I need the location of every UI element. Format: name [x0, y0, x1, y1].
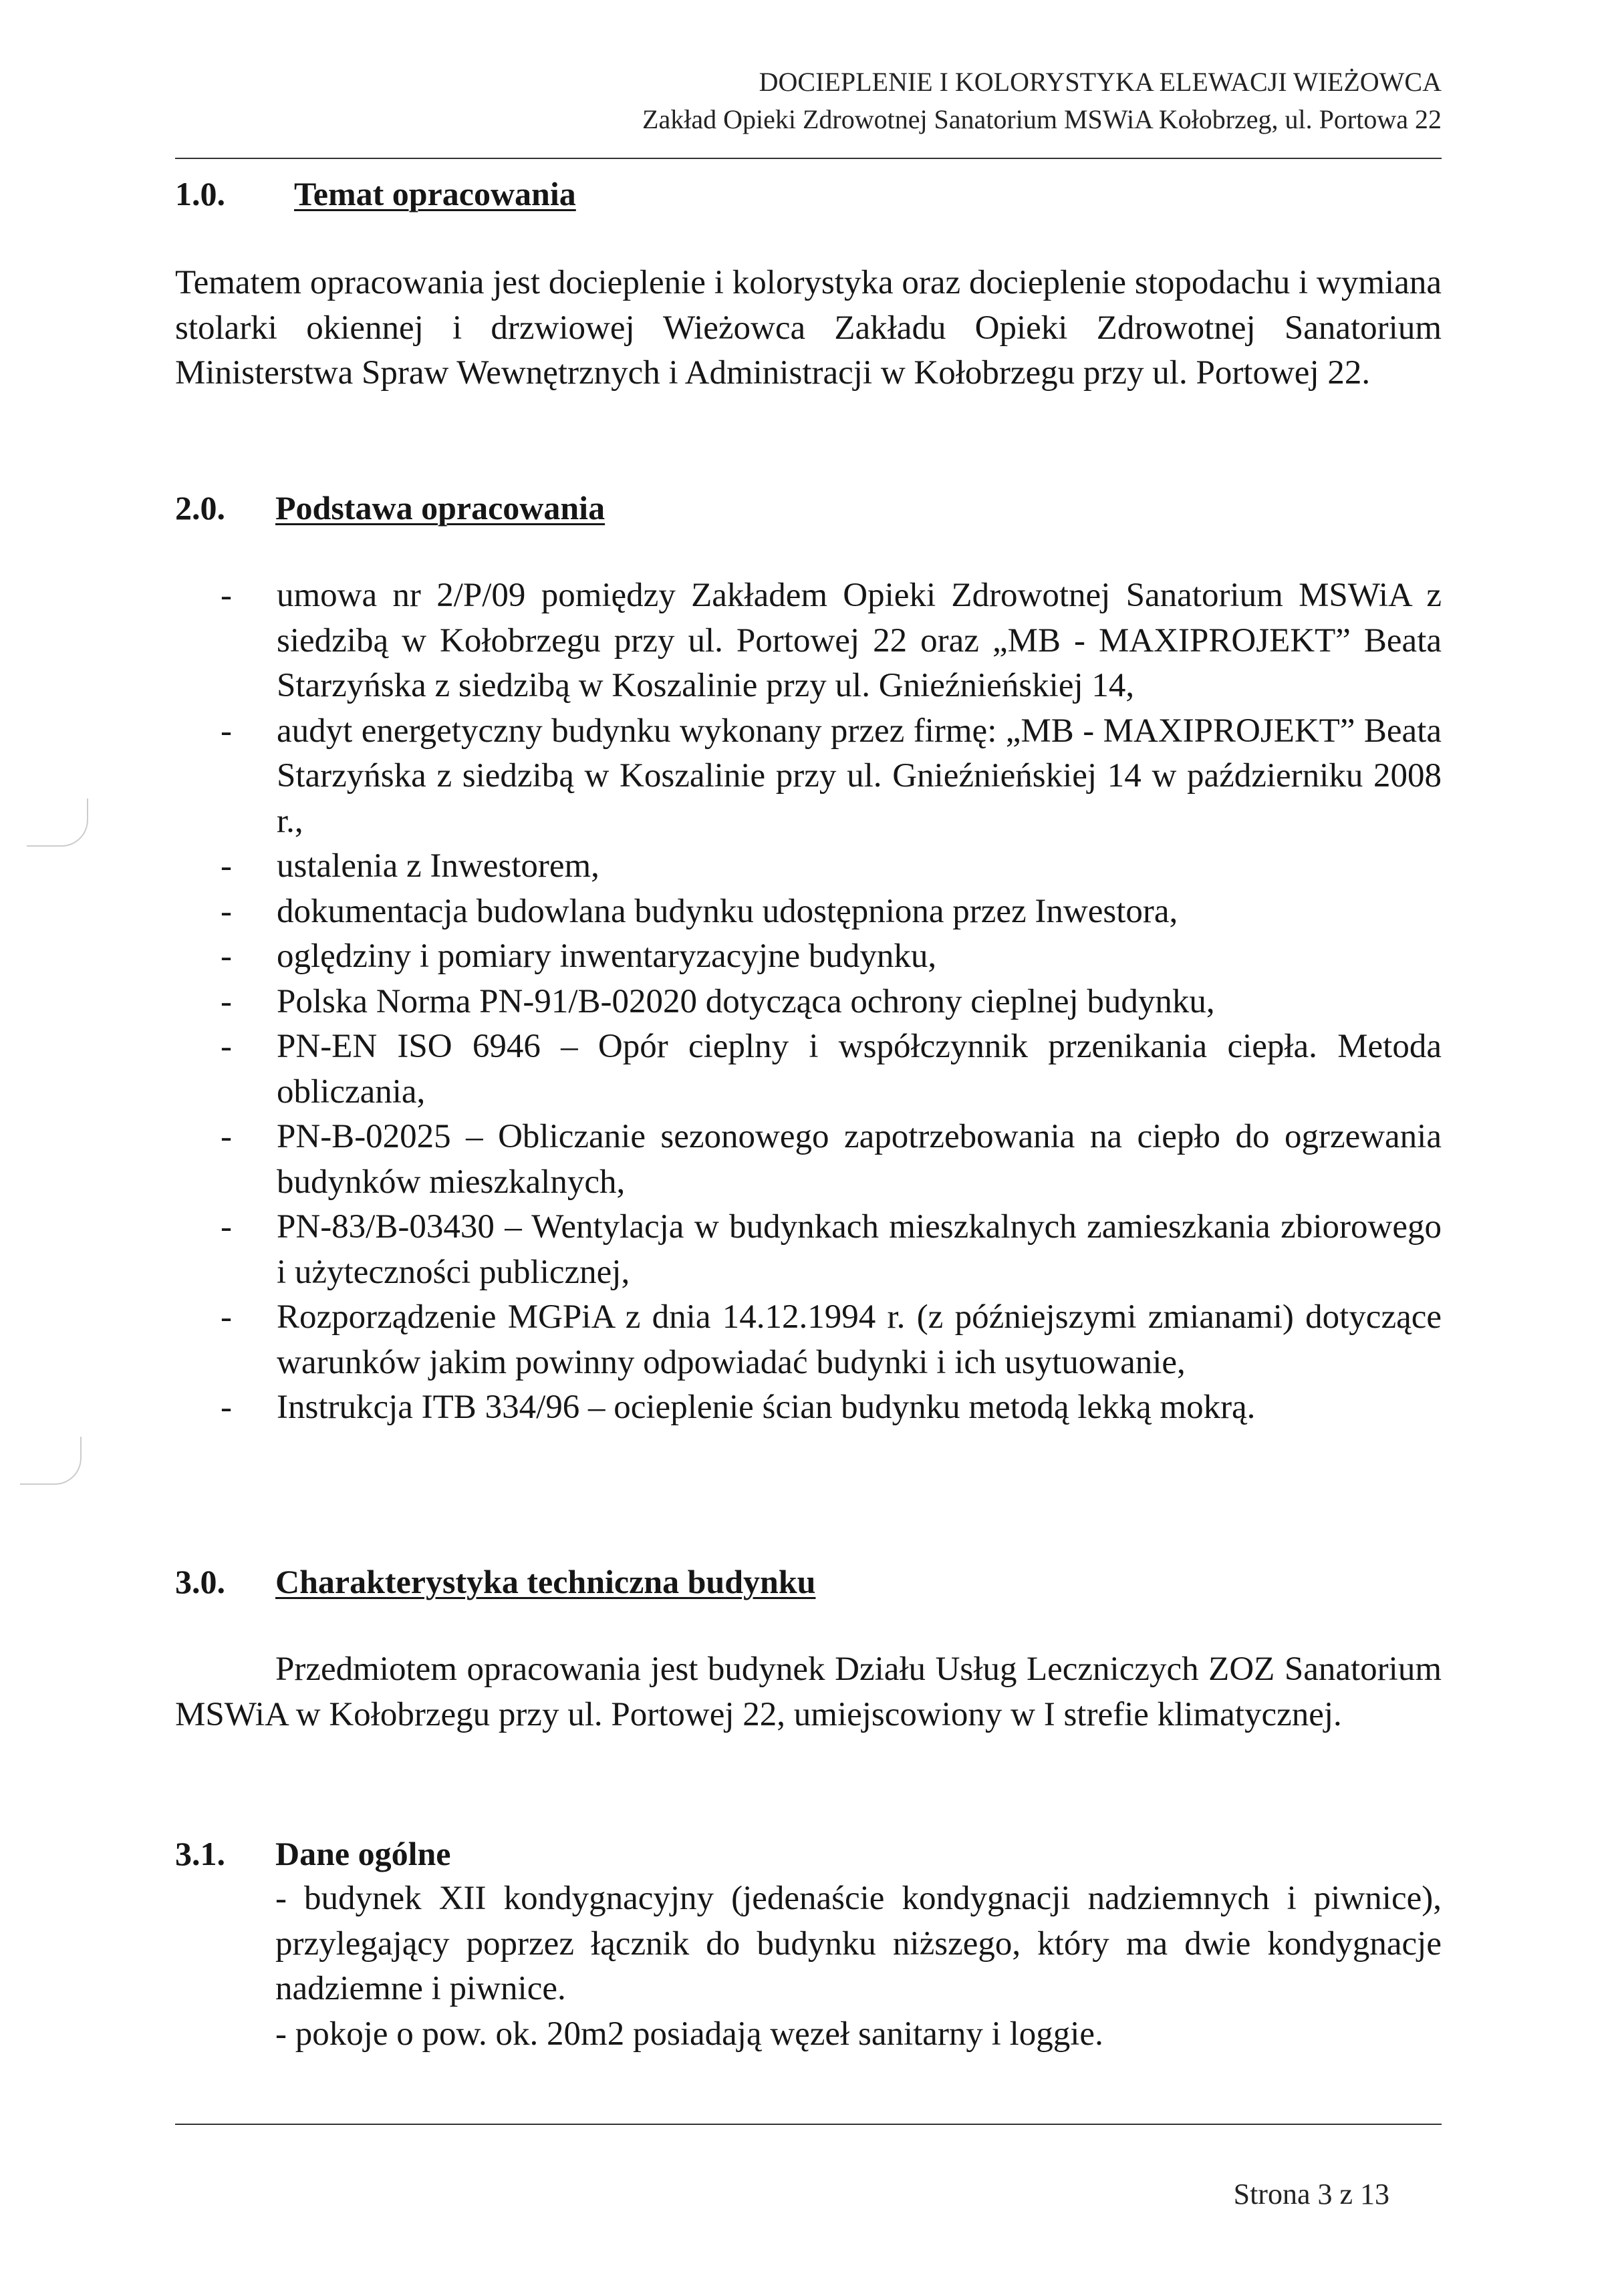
punch-hole-mark	[20, 1437, 82, 1485]
section-title: Podstawa opracowania	[275, 489, 606, 527]
section-heading-1	[175, 172, 576, 215]
header-rule	[175, 158, 1442, 159]
list-item: - PN-B-02025 – Obliczanie sezonowego zapotrzebowania na ciepło do ogrzewania budynków mieszkalnych,	[221, 1118, 1442, 1201]
list-item: - PN-EN ISO 6946 – Opór cieplny i współczynnik przenikania ciepła. Metoda obliczania,	[221, 1028, 1442, 1111]
footer-rule	[175, 2124, 1442, 2125]
list-item: - Instrukcja ITB 334/96 – ocieplenie ścian budynku metodą lekką mokrą.	[221, 1389, 1256, 1426]
section-3-paragraph: Przedmiotem opracowania jest budynek Działu Usług Leczniczych ZOZ Sanatorium MSWiA w Kołobrzegu przy ul. Portowej 22, umiejscowiony w I strefie klimatycznej.	[175, 1651, 1442, 1733]
section-heading-3-1	[175, 1832, 451, 1875]
punch-hole-mark	[27, 799, 88, 847]
section-heading-2	[175, 486, 605, 529]
section-number: 3.0.	[175, 1563, 225, 1600]
header-title: DOCIEPLENIE I KOLORYSTYKA ELEWACJI WIEŻOWCA	[759, 67, 1442, 97]
list-item: - PN-83/B-03430 – Wentylacja w budynkach mieszkalnych zamieszkania zbiorowego i użyteczności publicznej,	[221, 1208, 1442, 1291]
section-number: 2.0.	[175, 489, 225, 527]
list-item: - Rozporządzenie MGPiA z dnia 14.12.1994 r. (z późniejszymi zmianami) dotyczące warunków jakim powinny odpowiadać budynki i ich usytuowanie,	[221, 1298, 1442, 1381]
list-item: - dokumentacja budowlana budynku udostępniona przez Inwestora,	[221, 892, 1178, 930]
section-heading-3	[175, 1560, 815, 1603]
list-item: - oględziny i pomiary inwentaryzacyjne budynku,	[221, 938, 937, 975]
basis-list	[175, 573, 1442, 1431]
document-header	[642, 63, 1442, 138]
section-title: Temat opracowania	[294, 175, 576, 212]
list-item: - Polska Norma PN-91/B-02020 dotycząca ochrony cieplnej budynku,	[221, 982, 1215, 1020]
section-title: Dane ogólne	[275, 1835, 451, 1872]
section-title: Charakterystyka techniczna budynku	[275, 1563, 816, 1600]
header-subtitle: Zakład Opieki Zdrowotnej Sanatorium MSWiA Kołobrzeg, ul. Portowa 22	[642, 104, 1442, 134]
section-number: 3.1.	[175, 1835, 225, 1872]
general-data-line: - budynek XII kondygnacyjny (jedenaście kondygnacji nadziemnych i piwnice), przylegający poprzez łącznik do budynku niższego, który ma dwie kondygnacje nadziemne i piwnice.	[275, 1880, 1442, 2007]
general-data	[275, 1876, 1442, 2057]
section-number: 1.0.	[175, 175, 225, 212]
general-data-line: - pokoje o pow. ok. 20m2 posiadają węzeł sanitarny i loggie.	[275, 2015, 1103, 2053]
list-item: - ustalenia z Inwestorem,	[221, 847, 599, 885]
list-item: - audyt energetyczny budynku wykonany przez firmę: „MB - MAXIPROJEKT” Beata Starzyńska z siedzibą w Koszalinie przy ul. Gnieźnieńskiej 14 w październiku 2008 r.,	[221, 712, 1442, 840]
list-item: - umowa nr 2/P/09 pomiędzy Zakładem Opieki Zdrowotnej Sanatorium MSWiA z siedzibą w Kołobrzegu przy ul. Portowej 22 oraz „MB - MAXIPROJEKT” Beata Starzyńska z siedzibą w Koszalinie przy ul. Gnieźnieńskiej 14,	[221, 577, 1442, 704]
page-number: Strona 3 z 13	[1233, 2178, 1389, 2210]
section-1-paragraph: Tematem opracowania jest docieplenie i kolorystyka oraz docieplenie stopodachu i wymiana stolarki okiennej i drzwiowej Wieżowca Zakładu Opieki Zdrowotnej Sanatorium Ministerstwa Spraw Wewnętrznych i Administracji w Kołobrzegu przy ul. Portowej 22.	[175, 264, 1442, 392]
